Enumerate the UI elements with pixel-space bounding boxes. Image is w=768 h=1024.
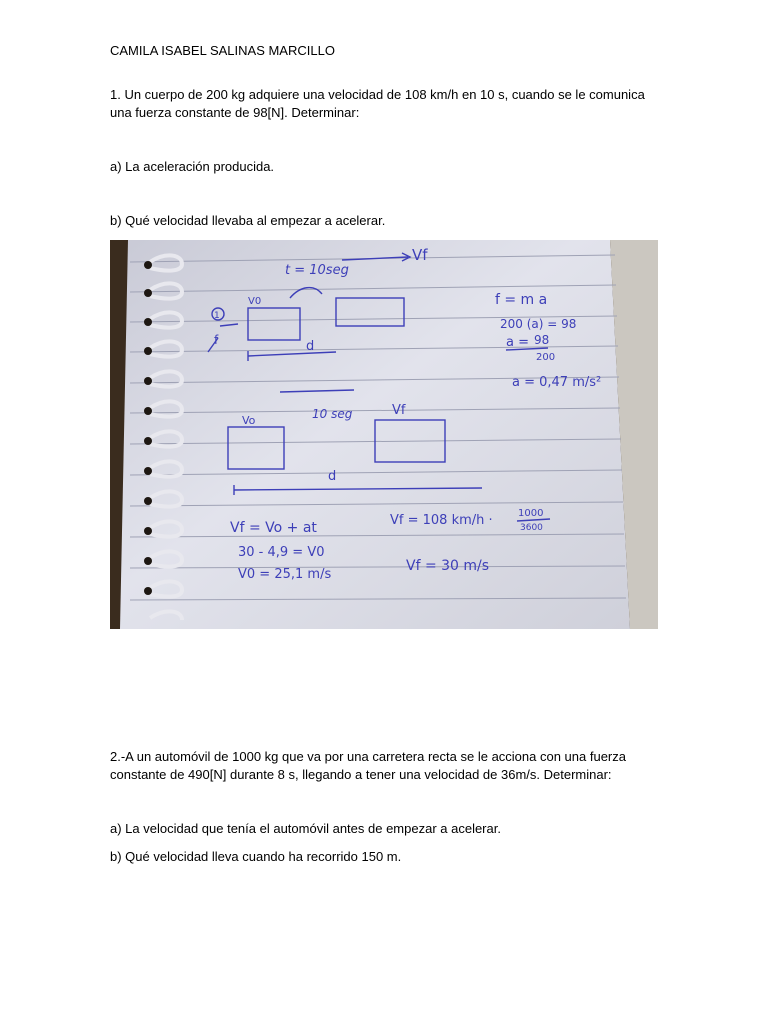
problem-1-statement: 1. Un cuerpo de 200 kg adquiere una velocidad de 108 km/h en 10 s, cuando se le comunica una fuerza constante de 98[N]. Determinar: <box>110 87 645 120</box>
problem-1-part-b: b) Qué velocidad llevaba al empezar a acelerar. <box>110 213 386 228</box>
vf-label-top: Vf <box>412 246 428 264</box>
vf-label-mid: Vf <box>392 403 406 418</box>
force-label-top: f <box>214 333 219 347</box>
force-eq-3-num: 98 <box>534 333 550 347</box>
author-name: CAMILA ISABEL SALINAS MARCILLO <box>110 43 335 58</box>
problem-2-part-a: a) La velocidad que tenía el automóvil antes de empezar a acelerar. <box>110 821 501 836</box>
distance-label-mid: d <box>328 469 337 484</box>
final-velocity-result: Vf = 30 m/s <box>406 558 490 574</box>
conversion-den: 3600 <box>520 523 543 533</box>
force-eq-3-left: a = <box>506 335 529 350</box>
acceleration-result: a = 0,47 m/s² <box>512 375 602 390</box>
kinematic-eq-1: Vf = Vo + at <box>230 520 317 536</box>
force-eq-1: f = m a <box>495 292 548 308</box>
distance-label-top: d <box>306 339 315 354</box>
v0-label-top: V0 <box>248 296 262 307</box>
notebook-photo <box>110 240 658 629</box>
kinematic-eq-2: 30 - 4,9 = V0 <box>238 545 325 560</box>
kinematic-eq-3: V0 = 25,1 m/s <box>238 567 332 582</box>
time-label-top: t = 10seg <box>285 263 349 278</box>
velocity-conversion: Vf = 108 km/h · <box>390 513 493 528</box>
circle-one-label: 1 <box>214 311 220 321</box>
force-eq-2: 200 (a) = 98 <box>500 317 577 331</box>
time-label-mid: 10 seg <box>312 407 353 421</box>
conversion-num: 1000 <box>518 508 544 519</box>
problem-2-part-b: b) Qué velocidad lleva cuando ha recorrido 150 m. <box>110 849 402 864</box>
force-eq-3-den: 200 <box>536 352 556 363</box>
v0-label-mid: Vo <box>242 414 256 427</box>
problem-1-part-a: a) La aceleración producida. <box>110 159 275 174</box>
problem-2-statement: 2.-A un automóvil de 1000 kg que va por una carretera recta se le acciona con una fuerza constante de 490[N] durante 8 s, llegando a tener una velocidad de 36m/s. Determinar: <box>110 749 626 782</box>
